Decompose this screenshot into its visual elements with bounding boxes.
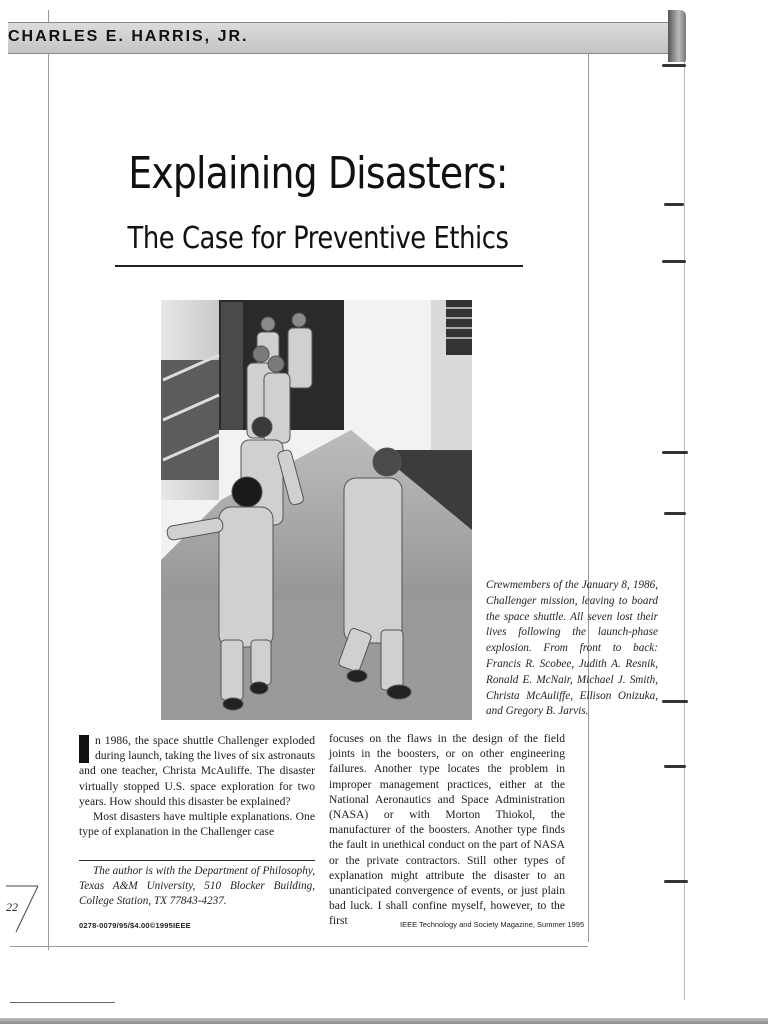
body-paragraph-2: Most disasters have multiple explanations. One type of explanation in the Challenger case (79, 810, 315, 839)
frame-line-lower (10, 1002, 115, 1003)
author-note-rule (79, 860, 315, 861)
binding-tick (664, 512, 686, 515)
binding-tick (664, 203, 684, 206)
footer-copyright: 0278-0079/95/$4.00©1995IEEE (79, 921, 191, 930)
crew-photo (161, 300, 472, 720)
binding-tick (662, 260, 686, 263)
frame-line-left (48, 10, 49, 950)
binder-corner (668, 10, 686, 62)
body-column-2 (329, 731, 585, 929)
crew-photo-illustration (161, 300, 472, 720)
binding-tick (662, 700, 688, 703)
frame-line-right (588, 52, 589, 942)
binding-tick (662, 64, 686, 67)
author-affiliation-note: The author is with the Department of Philosophy, Texas A&M University, 510 Blocker Building, College Station, TX 77843-4237. (79, 865, 315, 908)
frame-line-outer-right (684, 60, 685, 1000)
scan-bottom-edge (0, 1018, 768, 1024)
article-subtitle: The Case for Preventive Ethics (127, 221, 509, 256)
binding-tick (662, 451, 688, 454)
drop-cap (79, 735, 89, 763)
body-paragraph-3: focuses on the flaws in the design of the field joints in the boosters, or on other engineering failures. Another type locates the problem in improper management practices, either at the National Aeronautics and Space Administration (NASA) or with Morton Thiokol, the manufacturer of the boosters. Another type finds the fault in unethical conduct on the part of NASA or the private contractors. Still other types of explanation might attribute the disaster to an unanticipated convergence of events, or just plain bad luck. I shall confine myself, however, to the first (329, 732, 565, 928)
binding-tick (664, 880, 688, 883)
body-paragraph-1: n 1986, the space shuttle Challenger exploded during launch, taking the lives of six astronauts and one teacher, Christa McAuliffe. The disaster virtually stopped U.S. space exploration for two years. How should this disaster be explained? (79, 734, 315, 808)
body-column-1 (79, 733, 315, 839)
page-number: 22 (6, 900, 18, 914)
title-underline (115, 265, 523, 267)
photo-caption: Crewmembers of the January 8, 1986, Challenger mission, leaving to board the space shuttle. All seven lost their lives following the launch-phase explosion. From front to back: Francis R. Scobee, Judith A. Resnik, Ronald E. McNair, Michael J. Smith, Christa McAuliffe, Ellison Onizuka, and Gregory B. Jarvis. (486, 579, 658, 718)
footer-publication: IEEE Technology and Society Magazine, Summer 1995 (400, 920, 585, 929)
page-corner-mark (6, 882, 40, 938)
frame-line-bottom (10, 946, 588, 947)
binding-tick (664, 765, 686, 768)
running-head: CHARLES E. HARRIS, JR. (8, 28, 249, 45)
article-title: Explaining Disasters: (128, 148, 508, 199)
